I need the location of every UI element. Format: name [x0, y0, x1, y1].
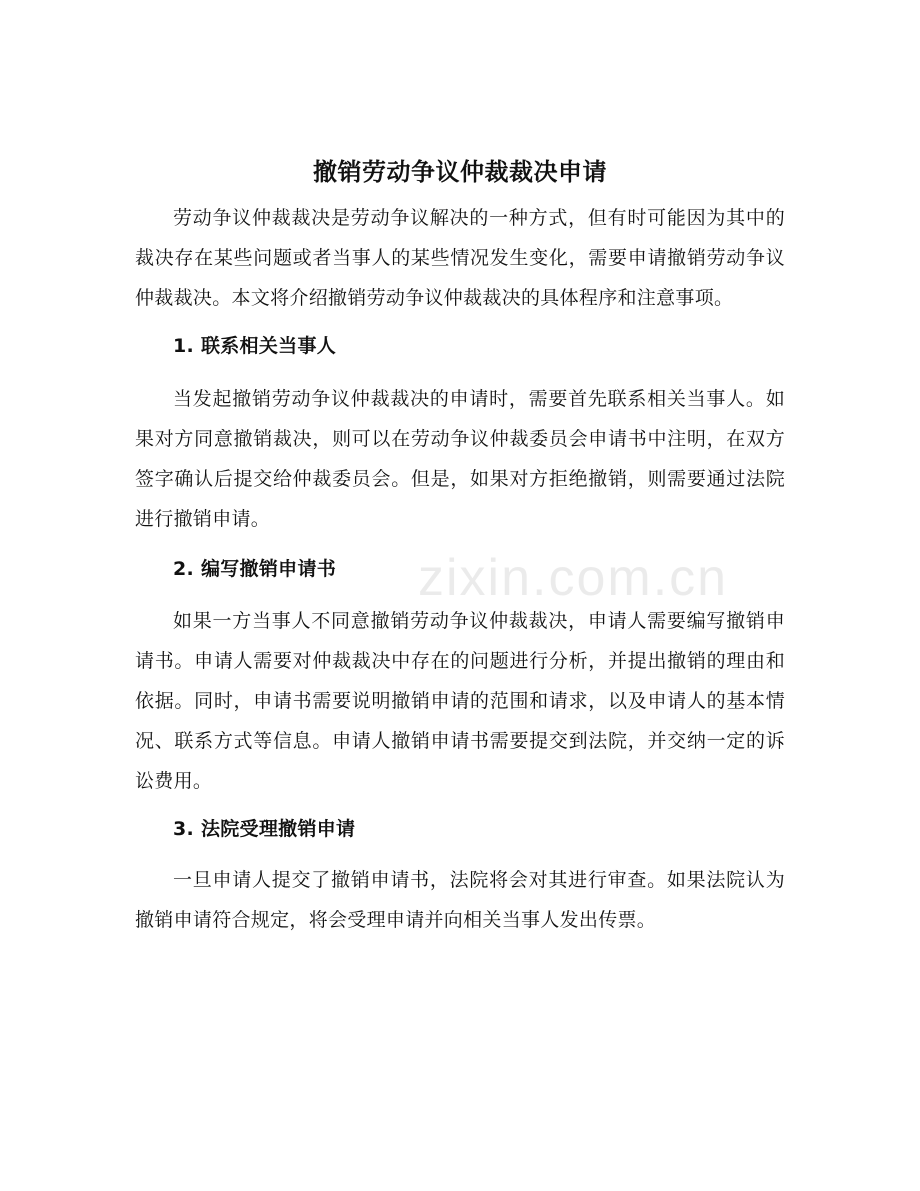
intro-paragraph: 劳动争议仲裁裁决是劳动争议解决的一种方式，但有时可能因为其中的裁决存在某些问题或者当事人的某些情况发生变化，需要申请撤销劳动争议仲裁裁决。本文将介绍撤销劳动争议仲裁裁决的具体程序和注意事项。 [135, 207, 785, 309]
watermark: zixin.com.cn [418, 549, 729, 607]
section-heading-3: 3. 法院受理撤销申请 [173, 818, 356, 840]
section-heading-1: 1. 联系相关当事人 [173, 335, 337, 357]
section-body-3: 一旦申请人提交了撤销申请书，法院将会对其进行审查。如果法院认为撤销申请符合规定，将会受理申请并向相关当事人发出传票。 [135, 869, 785, 931]
section-heading-2: 2. 编写撤销申请书 [173, 558, 337, 580]
section-body-2: 如果一方当事人不同意撤销劳动争议仲裁裁决，申请人需要编写撤销申请书。申请人需要对仲裁裁决中存在的问题进行分析，并提出撤销的理由和依据。同时，申请书需要说明撤销申请的范围和请求，以及申请人的基本情况、联系方式等信息。申请人撤销申请书需要提交到法院，并交纳一定的诉讼费用。 [135, 610, 785, 792]
section-body-1: 当发起撤销劳动争议仲裁裁决的申请时，需要首先联系相关当事人。如果对方同意撤销裁决，则可以在劳动争议仲裁委员会申请书中注明，在双方签字确认后提交给仲裁委员会。但是，如果对方拒绝撤销，则需要通过法院进行撤销申请。 [135, 388, 785, 530]
document-title: 撤销劳动争议仲裁裁决申请 [313, 158, 607, 186]
